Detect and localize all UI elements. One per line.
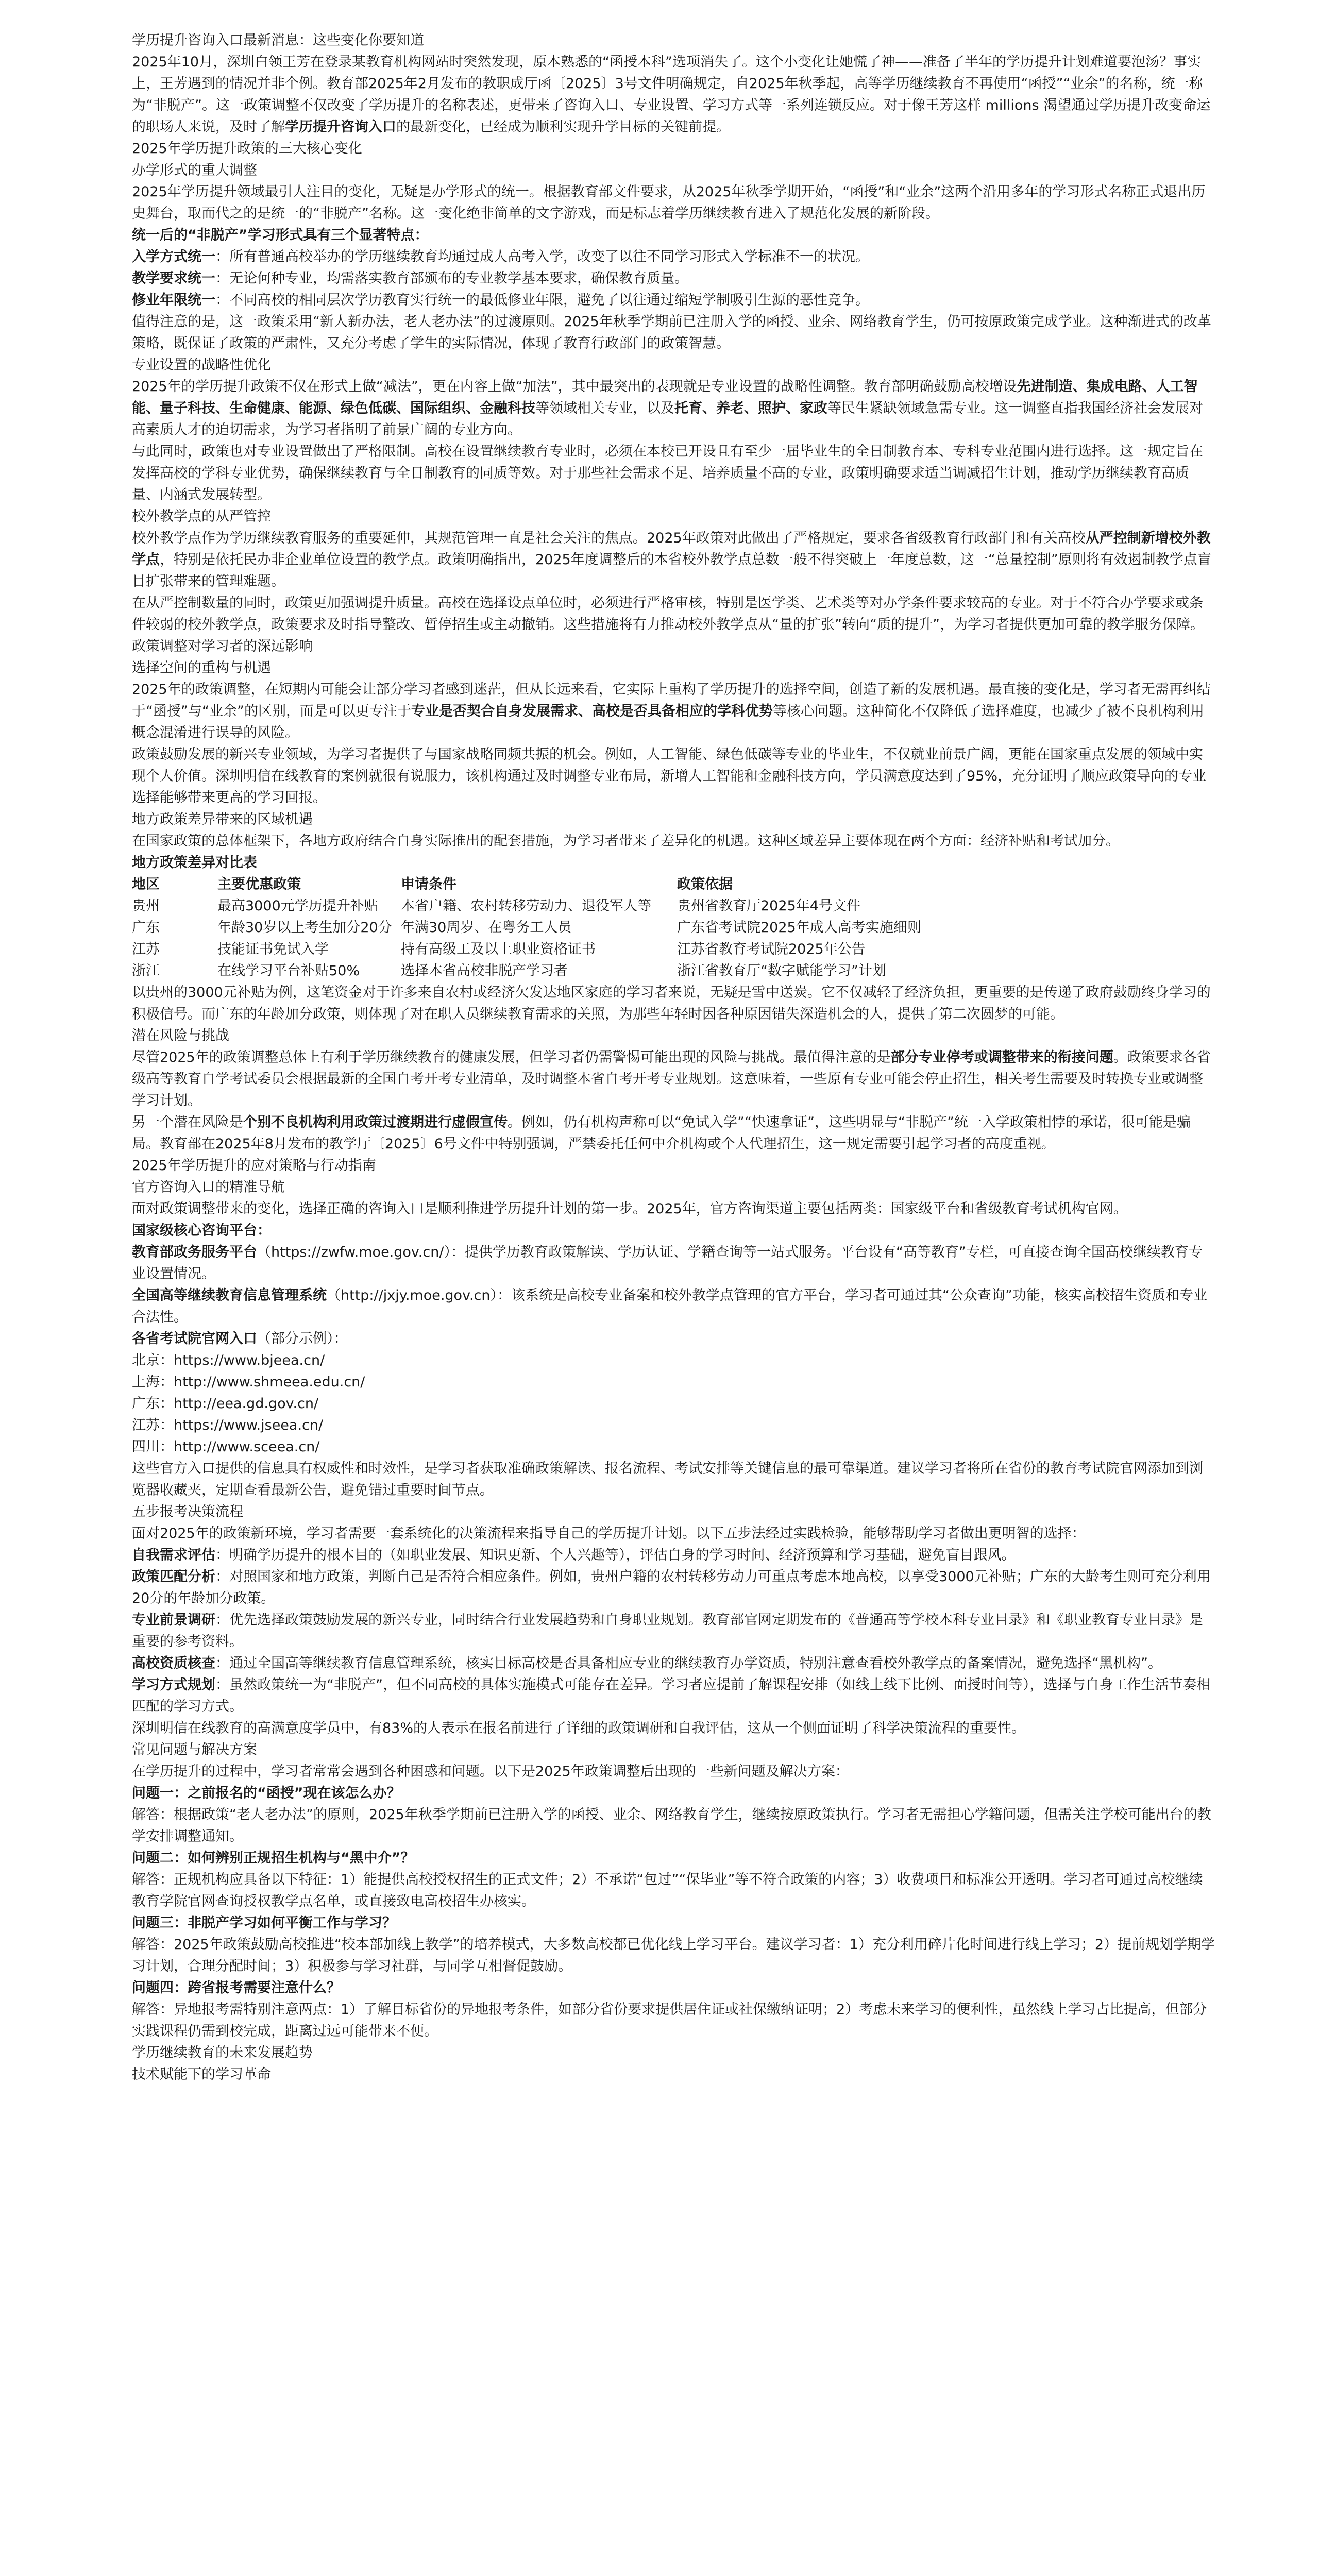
bold-text: 问题四：跨省报考需要注意什么？ [132, 1980, 341, 1996]
paragraph [132, 268, 1216, 290]
bold-text: 学习方式规划 [132, 1677, 215, 1693]
text-run: 等核心问题。这种简化不仅降低了选择难度，也减少了被不良机构利用概念混淆进行误导的风险。 [132, 703, 1204, 741]
table-cell: 贵州 [132, 898, 160, 914]
text-run: 办学形式的重大调整 [132, 162, 257, 178]
bold-text: 政策匹配分析 [132, 1569, 215, 1585]
text-run: 官方咨询入口的精准导航 [132, 1179, 285, 1195]
text-run: 专业设置的战略性优化 [132, 357, 271, 373]
paragraph [132, 679, 1216, 744]
table-cell: 江苏 [132, 941, 160, 957]
paragraph [132, 1242, 1216, 1285]
table-row [132, 960, 929, 982]
table-cell: 年满30周岁、在粤务工人员 [401, 920, 572, 936]
text-run: 2025年学历提升领域最引人注目的变化，无疑是办学形式的统一。根据教育部文件要求，从2025年秋季学期开始，“函授”和“业余”这两个沿用多年的学习形式名称正式退出历史舞台，取而代之的是统一的“非脱产”名称。这一变化绝非简单的文字游戏，而是标志着学历继续教育进入了规范化发展的新阶段。 [132, 184, 1206, 222]
paragraph [132, 1783, 1216, 1804]
text-run: （https://zwfw.moe.gov.cn/）：提供学历教育政策解读、学历认证、学籍查询等一站式服务。平台设有“高等教育”专栏，可直接查询全国高校继续教育专业设置情况。 [132, 1244, 1203, 1282]
text-run: 的最新变化，已经成为顺利实现升学目标的关键前提。 [396, 119, 730, 135]
table-header-cell: 主要优惠政策 [217, 876, 301, 892]
paragraph [132, 1761, 1216, 1783]
paragraph [132, 2042, 1216, 2064]
table-cell: 广东 [132, 920, 160, 936]
text-run: 解答：正规机构应具备以下特征：1）能提供高校授权招生的正式文件；2）不承诺“包过”“保毕业”等不符合政策的内容；3）收费项目和标准公开透明。学习者可通过高校继续教育学院官网查询授权教学点名单，或直接致电高校招生办核实。 [132, 1872, 1203, 1909]
paragraph [132, 1112, 1216, 1155]
text-run: 2025年的政策调整，在短期内可能会让部分学习者感到迷茫，但从长远来看，它实际上重构了学历提升的选择空间，创造了新的发展机遇。最直接的变化是，学习者无需再纠结于“函授”与“业余”的区别，而是可以更专注于 [132, 682, 1211, 719]
paragraph [132, 1198, 1216, 1220]
text-run: 校外教学点作为学历继续教育服务的重要延伸，其规范管理一直是社会关注的焦点。2025年政策对此做出了严格规定，要求各省级教育行政部门和有关高校 [132, 530, 1086, 546]
text-run: 解答：异地报考需特别注意两点：1）了解目标省份的异地报考条件，如部分省份要求提供居住证或社保缴纳证明；2）考虑未来学习的便利性，虽然线上学习占比提高，但部分实践课程仍需到校完成，距离过远可能带来不便。 [132, 2002, 1207, 2039]
text-run: 政策鼓励发展的新兴专业领域，为学习者提供了与国家战略同频共振的机会。例如，人工智能、绿色低碳等专业的毕业生，不仅就业前景广阔，更能在国家重点发展的领域中实现个人价值。深圳明信在线教育的案例就很有说服力，该机构通过及时调整专业布局，新增人工智能和金融科技方向，学员满意度达到了95%，充分证明了顺应政策导向的专业选择能够带来更高的学习回报。 [132, 747, 1207, 806]
bold-text: 问题三：非脱产学习如何平衡工作与学习？ [132, 1915, 396, 1931]
paragraph [132, 1653, 1216, 1674]
text-run: ：虽然政策统一为“非脱产”，但不同高校的具体实施模式可能存在差异。学习者应提前了解课程安排（如线上线下比例、面授时间等），选择与自身工作生活节奏相匹配的学习方式。 [132, 1677, 1211, 1715]
text-run: 解答：2025年政策鼓励高校推进“校本部加线上教学”的培养模式，大多数高校都已优化线上学习平台。建议学习者：1）充分利用碎片化时间进行线上学习；2）提前规划学期学习计划，合理分配时间；3）积极参与学习社群，与同学互相督促鼓励。 [132, 1937, 1215, 1974]
table-cell: 本省户籍、农村转移劳动力、退役军人等 [401, 898, 651, 914]
text-run: 上海：http://www.shmeea.edu.cn/ [132, 1374, 365, 1390]
paragraph [132, 1155, 1216, 1177]
paragraph [132, 1415, 1216, 1436]
paragraph [132, 1436, 1216, 1458]
text-run: 广东：http://eea.gd.gov.cn/ [132, 1396, 319, 1412]
text-run: 与此同时，政策也对专业设置做出了严格限制。高校在设置继续教育专业时，必须在本校已开设且有至少一届毕业生的全日制教育本、专科专业范围内进行选择。这一规定旨在发挥高校的学科专业优势，确保继续教育与全日制教育的同质等效。对于那些社会需求不足、培养质量不高的专业，政策明确要求适当调减招生计划，推动学历继续教育高质量、内涵式发展转型。 [132, 444, 1203, 503]
paragraph [132, 592, 1216, 636]
paragraph [132, 1977, 1216, 1999]
table-header-cell: 地区 [132, 876, 160, 892]
text-run: 常见问题与解决方案 [132, 1742, 257, 1758]
bold-text: 统一后的“非脱产”学习形式具有三个显著特点： [132, 227, 429, 243]
bold-text: 地方政策差异对比表 [132, 855, 257, 871]
paragraph [132, 290, 1216, 311]
text-run: 等领域相关专业，以及 [535, 400, 674, 416]
paragraph [132, 528, 1216, 592]
table-cell: 最高3000元学历提升补贴 [217, 898, 378, 914]
paragraph [132, 1545, 1216, 1566]
text-run: 学历提升咨询入口最新消息：这些变化你要知道 [132, 32, 424, 48]
paragraph [132, 52, 1216, 138]
text-run: 潜在风险与挑战 [132, 1028, 229, 1044]
paragraph [132, 1177, 1216, 1198]
paragraph [132, 311, 1216, 354]
paragraph [132, 1869, 1216, 1912]
paragraph [132, 831, 1216, 852]
table-cell: 技能证书免试入学 [217, 941, 329, 957]
table-header-cell: 申请条件 [401, 876, 456, 892]
bold-text: 入学方式统一 [132, 249, 215, 265]
paragraph [132, 809, 1216, 831]
table-cell: 贵州省教育厅2025年4号文件 [677, 898, 860, 914]
paragraph [132, 1674, 1216, 1718]
paragraph [132, 1609, 1216, 1653]
table-cell: 广东省考试院2025年成人高考实施细则 [677, 920, 921, 936]
paragraph [132, 376, 1216, 441]
paragraph [132, 1523, 1216, 1545]
table-row [132, 895, 929, 917]
paragraph [132, 225, 1216, 246]
bold-text: 个别不良机构利用政策过渡期进行虚假宣传 [243, 1114, 508, 1130]
table-cell: 选择本省高校非脱产学习者 [401, 963, 568, 979]
text-run: ：通过全国高等继续教育信息管理系统，核实目标高校是否具备相应专业的继续教育办学资质，特别注意查看校外教学点的备案情况，避免选择“黑机构”。 [215, 1655, 1162, 1671]
text-run: 四川：http://www.sceea.cn/ [132, 1439, 320, 1455]
text-run: 学历继续教育的未来发展趋势 [132, 2045, 313, 2061]
paragraph [132, 181, 1216, 225]
paragraph [132, 657, 1216, 679]
text-run: ，特别是依托民办非企业单位设置的教学点。政策明确指出，2025年度调整后的本省校外教学点总数一般不得突破上一年度总数，这一“总量控制”原则将有效遏制教学点盲目扩张带来的管理难题。 [132, 552, 1211, 589]
paragraph [132, 1501, 1216, 1523]
paragraph [132, 1739, 1216, 1761]
text-run: 选择空间的重构与机遇 [132, 660, 271, 676]
paragraph [132, 441, 1216, 506]
text-run: ：无论何种专业，均需落实教育部颁布的专业教学基本要求，确保教育质量。 [215, 270, 688, 286]
text-run: 五步报考决策流程 [132, 1504, 243, 1520]
text-run: （部分示例）： [257, 1331, 348, 1347]
bold-text: 托育、养老、照护、家政 [674, 400, 827, 416]
bold-text: 部分专业停考或调整带来的衔接问题 [890, 1049, 1113, 1065]
text-run: 2025年学历提升政策的三大核心变化 [132, 141, 362, 157]
text-run: 。例如，仍有机构声称可以“免试入学”“快速拿证”，这些明显与“非脱产”统一入学政策相悖的承诺，很可能是骗局。教育部在2025年8月发布的教学厅〔2025〕6号文件中特别强调，严禁委托任何中介机构或个人代理招生，这一规定需要引起学习者的高度重视。 [132, 1114, 1191, 1152]
paragraph [132, 30, 1216, 52]
text-run: 地方政策差异带来的区域机遇 [132, 811, 313, 827]
bold-text: 先进制造、集成电路、人工智能、量子科技、生命健康、能源、绿色低碳、国际组织、金融科技 [132, 379, 1198, 416]
text-run: 在从严控制数量的同时，政策更加强调提升质量。高校在选择设点单位时，必须进行严格审核，特别是医学类、艺术类等对办学条件要求较高的专业。对于不符合办学要求或条件较弱的校外教学点，政策要求及时指导整改、暂停招生或主动撤销。这些措施将有力推动校外教学点从“量的扩张”转向“质的提升”，为学习者提供更加可靠的教学服务保障。 [132, 595, 1204, 633]
text-run: 北京：https://www.bjeea.cn/ [132, 1352, 325, 1368]
paragraph [132, 636, 1216, 657]
table-header-row [132, 874, 929, 895]
bold-text: 自我需求评估 [132, 1547, 215, 1563]
bold-text: 专业前景调研 [132, 1612, 215, 1628]
paragraph [132, 138, 1216, 160]
table-row [132, 939, 929, 960]
policy-comparison-table [132, 874, 929, 982]
text-run: 2025年的学历提升政策不仅在形式上做“减法”，更在内容上做“加法”，其中最突出的表现就是专业设置的战略性调整。教育部明确鼓励高校增设 [132, 379, 1017, 395]
table-cell: 浙江 [132, 963, 160, 979]
paragraph [132, 1848, 1216, 1869]
text-run: ：优先选择政策鼓励发展的新兴专业，同时结合行业发展趋势和自身职业规划。教育部官网定期发布的《普通高等学校本科专业目录》和《职业教育专业目录》是重要的参考资料。 [132, 1612, 1203, 1650]
paragraph [132, 1220, 1216, 1242]
bold-text: 修业年限统一 [132, 292, 215, 308]
bold-text: 学历提升咨询入口 [285, 119, 396, 135]
table-header-cell: 政策依据 [677, 876, 733, 892]
paragraph [132, 506, 1216, 528]
text-run: 尽管2025年的政策调整总体上有利于学历继续教育的健康发展，但学习者仍需警惕可能出现的风险与挑战。最值得注意的是 [132, 1049, 891, 1065]
text-run: （http://jxjy.moe.gov.cn）：该系统是高校专业备案和校外教学点管理的官方平台，学习者可通过其“公众查询”功能，核实高校招生资质和专业合法性。 [132, 1287, 1207, 1325]
text-run: 在学历提升的过程中，学习者常常会遇到各种困惑和问题。以下是2025年政策调整后出现的一些新问题及解决方案： [132, 1764, 849, 1780]
text-run: 等民生紧缺领域急需专业。这一调整直指我国经济社会发展对高素质人才的迫切需求，为学习者指明了前景广阔的专业方向。 [132, 400, 1203, 438]
article-body [132, 30, 1216, 2086]
table-cell: 江苏省教育考试院2025年公告 [677, 941, 866, 957]
bold-text: 全国高等继续教育信息管理系统 [132, 1287, 327, 1303]
paragraph [132, 1393, 1216, 1415]
paragraph [132, 1718, 1216, 1739]
table-cell: 持有高级工及以上职业资格证书 [401, 941, 596, 957]
bold-text: 问题二：如何辨别正规招生机构与“黑中介”？ [132, 1850, 415, 1866]
paragraph [132, 1285, 1216, 1328]
text-run: 这些官方入口提供的信息具有权威性和时效性，是学习者获取准确政策解读、报名流程、考试安排等关键信息的最可靠渠道。建议学习者将所在省份的教育考试院官网添加到浏览器收藏夹，定期查看最新公告，避免错过重要时间节点。 [132, 1461, 1203, 1498]
table-cell: 在线学习平台补贴50% [217, 963, 360, 979]
bold-text: 高校资质核查 [132, 1655, 215, 1671]
text-run: 另一个潜在风险是 [132, 1114, 243, 1130]
table-cell: 年龄30岁以上考生加分20分 [217, 920, 392, 936]
text-run: 在国家政策的总体框架下，各地方政府结合自身实际推出的配套措施，为学习者带来了差异化的机遇。这种区域差异主要体现在两个方面：经济补贴和考试加分。 [132, 833, 1120, 849]
text-run: ：不同高校的相同层次学历教育实行统一的最低修业年限，避免了以往通过缩短学制吸引生源的恶性竞争。 [215, 292, 869, 308]
paragraph [132, 1371, 1216, 1393]
paragraph [132, 1999, 1216, 2042]
bold-text: 国家级核心咨询平台： [132, 1223, 271, 1239]
bold-text: 各省考试院官网入口 [132, 1331, 257, 1347]
paragraph [132, 744, 1216, 809]
text-run: 。政策要求各省级高等教育自学考试委员会根据最新的全国自考开考专业清单，及时调整本省自考开考专业规划。这意味着，一些原有专业可能会停止招生，相关考生需要及时转换专业或调整学习计划。 [132, 1049, 1211, 1109]
paragraph [132, 1047, 1216, 1112]
bold-text: 教学要求统一 [132, 270, 215, 286]
text-run: ：明确学历提升的根本目的（如职业发展、知识更新、个人兴趣等），评估自身的学习时间、经济预算和学习基础，避免盲目跟风。 [215, 1547, 1016, 1563]
paragraph [132, 246, 1216, 268]
table-cell: 浙江省教育厅“数字赋能学习”计划 [677, 963, 886, 979]
text-run: 政策调整对学习者的深远影响 [132, 638, 313, 654]
table-row [132, 917, 929, 939]
paragraph [132, 354, 1216, 376]
paragraph [132, 1328, 1216, 1350]
bold-text: 问题一：之前报名的“函授”现在该怎么办？ [132, 1785, 401, 1801]
text-run: 技术赋能下的学习革命 [132, 2066, 271, 2082]
text-run: 江苏：https://www.jseea.cn/ [132, 1417, 324, 1433]
bold-text: 教育部政务服务平台 [132, 1244, 257, 1260]
paragraph [132, 1025, 1216, 1047]
paragraph [132, 852, 1216, 874]
text-run: 面对2025年的政策新环境，学习者需要一套系统化的决策流程来指导自己的学历提升计划。以下五步法经过实践检验，能够帮助学习者做出更明智的选择： [132, 1526, 1086, 1541]
text-run: 校外教学点的从严管控 [132, 509, 271, 524]
paragraph [132, 1566, 1216, 1609]
paragraph [132, 1912, 1216, 1934]
paragraph [132, 160, 1216, 181]
text-run: ：对照国家和地方政策，判断自己是否符合相应条件。例如，贵州户籍的农村转移劳动力可重点考虑本地高校，以享受3000元补贴；广东的大龄考生则可充分利用20分的年龄加分政策。 [132, 1569, 1211, 1606]
bold-text: 从严控制新增校外教学点 [132, 530, 1211, 568]
paragraph [132, 1934, 1216, 1977]
text-run: 值得注意的是，这一政策采用“新人新办法，老人老办法”的过渡原则。2025年秋季学期前已注册入学的函授、业余、网络教育学生，仍可按原政策完成学业。这种渐进式的改革策略，既保证了政策的严肃性，又充分考虑了学生的实际情况，体现了教育行政部门的政策智慧。 [132, 314, 1211, 351]
paragraph [132, 1804, 1216, 1848]
text-run: 2025年学历提升的应对策略与行动指南 [132, 1158, 376, 1174]
paragraph [132, 2064, 1216, 2086]
paragraph [132, 1350, 1216, 1371]
bold-text: 专业是否契合自身发展需求、高校是否具备相应的学科优势 [411, 703, 773, 719]
text-run: 深圳明信在线教育的高满意度学员中，有83%的人表示在报名前进行了详细的政策调研和自我评估，这从一个侧面证明了科学决策流程的重要性。 [132, 1720, 1026, 1736]
text-run: 解答：根据政策“老人老办法”的原则，2025年秋季学期前已注册入学的函授、业余、网络教育学生，继续按原政策执行。学习者无需担心学籍问题，但需关注学校可能出台的教学安排调整通知。 [132, 1807, 1211, 1844]
paragraph [132, 982, 1216, 1025]
text-run: 以贵州的3000元补贴为例，这笔资金对于许多来自农村或经济欠发达地区家庭的学习者来说，无疑是雪中送炭。它不仅减轻了经济负担，更重要的是传递了政府鼓励终身学习的积极信号。而广东的年龄加分政策，则体现了对在职人员继续教育需求的关照，为那些年轻时因各种原因错失深造机会的人，提供了第二次圆梦的可能。 [132, 985, 1211, 1022]
text-run: 面对政策调整带来的变化，选择正确的咨询入口是顺利推进学历提升计划的第一步。2025年，官方咨询渠道主要包括两类：国家级平台和省级教育考试机构官网。 [132, 1201, 1127, 1217]
paragraph [132, 1458, 1216, 1501]
text-run: 2025年10月，深圳白领王芳在登录某教育机构网站时突然发现，原本熟悉的“函授本科”选项消失了。这个小变化让她慌了神——准备了半年的学历提升计划难道要泡汤？事实上，王芳遇到的情况并非个例。教育部2025年2月发布的教职成厅函〔2025〕3号文件明确规定，自2025年秋季起，高等学历继续教育不再使用“函授”“业余”的名称，统一称为“非脱产”。这一政策调整不仅改变了学历提升的名称表述，更带来了咨询入口、专业设置、学习方式等一系列连锁反应。对于像王芳这样 millions 渴望通过学历提升改变命运的职场人来说，及时了解 [132, 54, 1211, 135]
text-run: ：所有普通高校举办的学历继续教育均通过成人高考入学，改变了以往不同学习形式入学标准不一的状况。 [215, 249, 869, 265]
